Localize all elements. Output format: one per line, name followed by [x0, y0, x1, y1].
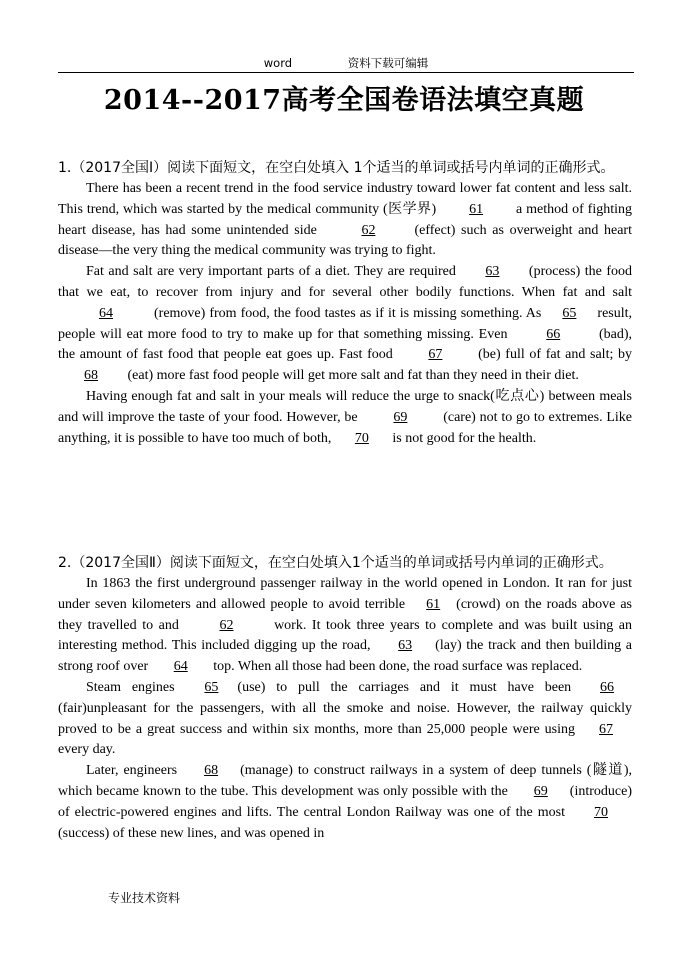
text-segment: (success) of these new lines, and was opened in	[58, 825, 325, 841]
question-1-paragraph-2	[58, 262, 632, 387]
text-segment: (fair)unpleasant for the passengers, with all the smoke and noise. However, the railway quickly proved to be a great success and within six months, more than 25,000 people were using	[58, 700, 632, 737]
text-segment: work. It took three years to complete and was built using an interesting method. This included digging up the road,	[58, 617, 633, 654]
blank-66[interactable]: 66	[600, 679, 615, 695]
blank-64[interactable]: 64	[99, 305, 113, 321]
question-1-paragraph-3	[58, 387, 632, 449]
page-title: 2014--2017高考全国卷语法填空真题	[103, 85, 585, 116]
question-2	[58, 553, 632, 844]
text-segment: Having enough fat and salt in your meals will reduce the urge to snack(吃点心) between meals and will improve the taste of your food. However, be	[58, 388, 632, 425]
page-footer: 专业技术资料	[108, 891, 181, 905]
blank-65[interactable]: 65	[562, 305, 577, 321]
blank-62[interactable]: 62	[361, 222, 376, 238]
text-segment: Fat and salt are very important parts of a diet. They are required	[86, 264, 456, 280]
blank-69[interactable]: 69	[533, 783, 548, 799]
question-2-paragraph-1	[58, 574, 632, 678]
text-segment: Later, engineers	[86, 763, 178, 779]
text-segment: (manage) to construct railways in a system of deep tunnels (隧道), which became known to the tube. This development was only possible with the	[58, 763, 632, 799]
text-segment: (effect) such as overweight and heart disease—the very thing the medical community was trying to fight.	[58, 222, 632, 259]
question-1	[58, 158, 632, 449]
blank-61[interactable]: 61	[469, 201, 484, 217]
blank-63[interactable]: 63	[485, 264, 500, 280]
text-segment: (remove) from food, the food tastes as if it is missing something. As	[154, 305, 542, 321]
question-2-paragraph-3	[58, 761, 632, 844]
text-segment: (process) the food that we eat, to recover from injury and for several other bodily functions. When fat and salt	[58, 264, 633, 300]
question-2-paragraph-2	[58, 678, 632, 761]
text-segment: (care) not to go to extremes. Like anything, it is possible to have too much of both,	[58, 409, 633, 446]
blank-66[interactable]: 66	[546, 326, 561, 342]
text-segment: In 1863 the first underground passenger railway in the world opened in London. It ran for just under seven kilometers and allowed people to avoid terrible	[58, 576, 632, 612]
blank-68[interactable]: 68	[84, 368, 98, 384]
text-segment: is not good for the health.	[392, 430, 537, 446]
blank-68[interactable]: 68	[204, 763, 219, 779]
text-segment: There has been a recent trend in the food service industry toward lower fat content and less salt. This trend, which was started by the medical community (医学界)	[58, 181, 632, 217]
question-1-heading: 1.（2017全国Ⅰ）阅读下面短文，在空白处填入 1个适当的单词或括号内单词的正确形式。	[58, 160, 615, 176]
blank-64[interactable]: 64	[173, 659, 188, 675]
header-right-text: 资料下载可编辑	[347, 56, 429, 70]
text-segment: top. When all those had been done, the road surface was replaced.	[213, 659, 583, 675]
blank-67[interactable]: 67	[599, 721, 614, 737]
blank-61[interactable]: 61	[426, 596, 441, 612]
blank-70[interactable]: 70	[594, 804, 609, 820]
text-segment: (use) to pull the carriages and it must have been	[237, 679, 572, 695]
text-segment: (introduce) of electric-powered engines and lifts. The central London Railway was one of the most	[58, 783, 632, 820]
blank-63[interactable]: 63	[398, 638, 413, 654]
text-segment: (lay) the track and then building a strong roof over	[58, 638, 632, 675]
text-segment: Steam engines	[86, 679, 175, 695]
text-segment: (eat) more fast food people will get more salt and fat than they need in their diet.	[127, 368, 579, 384]
blank-69[interactable]: 69	[393, 409, 408, 425]
blank-62[interactable]: 62	[219, 617, 234, 633]
blank-65[interactable]: 65	[204, 679, 219, 695]
text-segment: every day.	[58, 742, 116, 758]
question-1-paragraph-1	[58, 179, 632, 262]
header-left-text: word	[263, 56, 293, 70]
blank-67[interactable]: 67	[428, 347, 443, 363]
text-segment: result, people will eat more food to try to make up for that something missing. Even	[58, 305, 633, 342]
text-segment: (crowd) on the roads above as they travelled to and	[58, 596, 633, 633]
text-segment: (be) full of fat and salt; by	[478, 347, 633, 363]
text-segment: a method of fighting heart disease, has had some unintended side	[58, 201, 633, 238]
question-2-heading: 2.（2017全国Ⅱ）阅读下面短文，在空白处填入1个适当的单词或括号内单词的正确形式。	[58, 555, 613, 571]
page-header	[58, 52, 634, 73]
blank-70[interactable]: 70	[354, 430, 369, 446]
text-segment: (bad), the amount of fast food that people eat goes up. Fast food	[58, 326, 632, 363]
